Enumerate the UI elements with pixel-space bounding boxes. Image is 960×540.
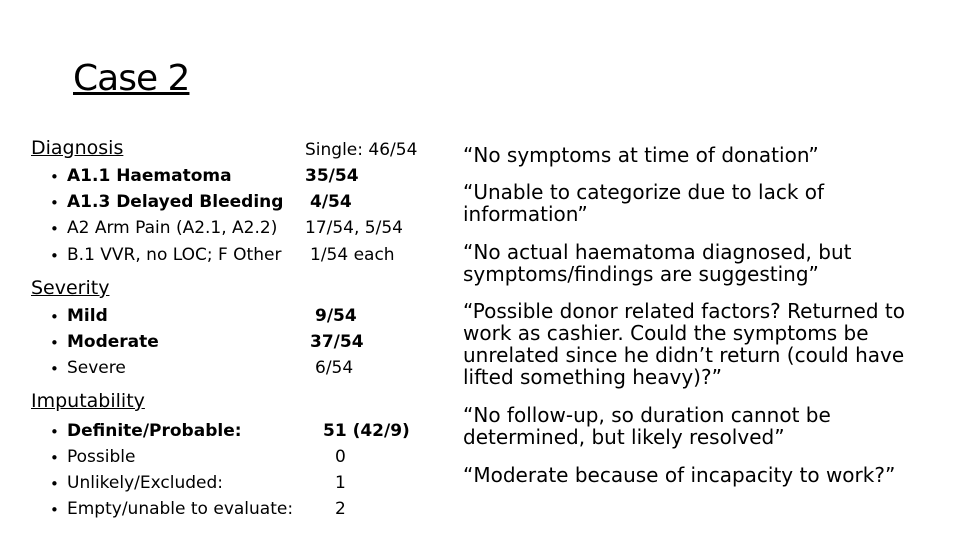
diagnosis-heading: Diagnosis [31,137,124,159]
diagnosis-item-value: 4/54 [310,192,352,212]
imputability-item-value: 2 [335,499,346,519]
severity-item-label: Mild [67,306,108,326]
diagnosis-item-value: 35/54 [305,166,359,186]
diagnosis-item-value: 1/54 each [310,245,395,265]
bullet: • [50,501,59,519]
diagnosis-item-label: A1.1 Haematoma [67,166,232,186]
diagnosis-item-value: 17/54, 5/54 [305,218,403,238]
diagnosis-item-label: A1.3 Delayed Bleeding [67,192,284,212]
quote: “No actual haematoma diagnosed, but symptoms/findings are suggesting” [463,240,852,286]
imputability-item-value: 0 [335,447,346,467]
diagnosis-item-label: B.1 VVR, no LOC; F Other [67,245,282,265]
bullet: • [50,220,59,238]
bullet: • [50,334,59,352]
severity-item-value: 9/54 [315,306,357,326]
bullet: • [50,360,59,378]
diagnosis-item-label: A2 Arm Pain (A2.1, A2.2) [67,218,278,238]
imputability-item-value: 51 (42/9) [323,421,410,441]
quote: “Possible donor related factors? Returned to work as cashier. Could the symptoms be unrelated since he didn’t return (could have lifted something heavy)?” [463,299,905,389]
severity-item-label: Moderate [67,332,159,352]
bullet: • [50,308,59,326]
quote: “Unable to categorize due to lack of information” [463,180,825,226]
slide-title: Case 2 [73,58,190,99]
imputability-item-value: 1 [335,473,346,493]
severity-item-label: Severe [67,358,126,378]
severity-item-value: 37/54 [310,332,364,352]
severity-item-value: 6/54 [315,358,354,378]
severity-heading: Severity [31,277,110,299]
imputability-item-label: Unlikely/Excluded: [67,473,223,493]
bullet: • [50,449,59,467]
quote: “No symptoms at time of donation” [463,143,819,167]
imputability-item-label: Possible [67,447,136,467]
diagnosis-summary: Single: 46/54 [305,140,418,160]
bullet: • [50,168,59,186]
quote: “Moderate because of incapacity to work?” [463,463,896,487]
bullet: • [50,475,59,493]
imputability-heading: Imputability [31,390,145,412]
bullet: • [50,194,59,212]
imputability-item-label: Definite/Probable: [67,421,242,441]
bullet: • [50,423,59,441]
bullet: • [50,247,59,265]
imputability-item-label: Empty/unable to evaluate: [67,499,294,519]
quote: “No follow-up, so duration cannot be determined, but likely resolved” [463,403,831,449]
